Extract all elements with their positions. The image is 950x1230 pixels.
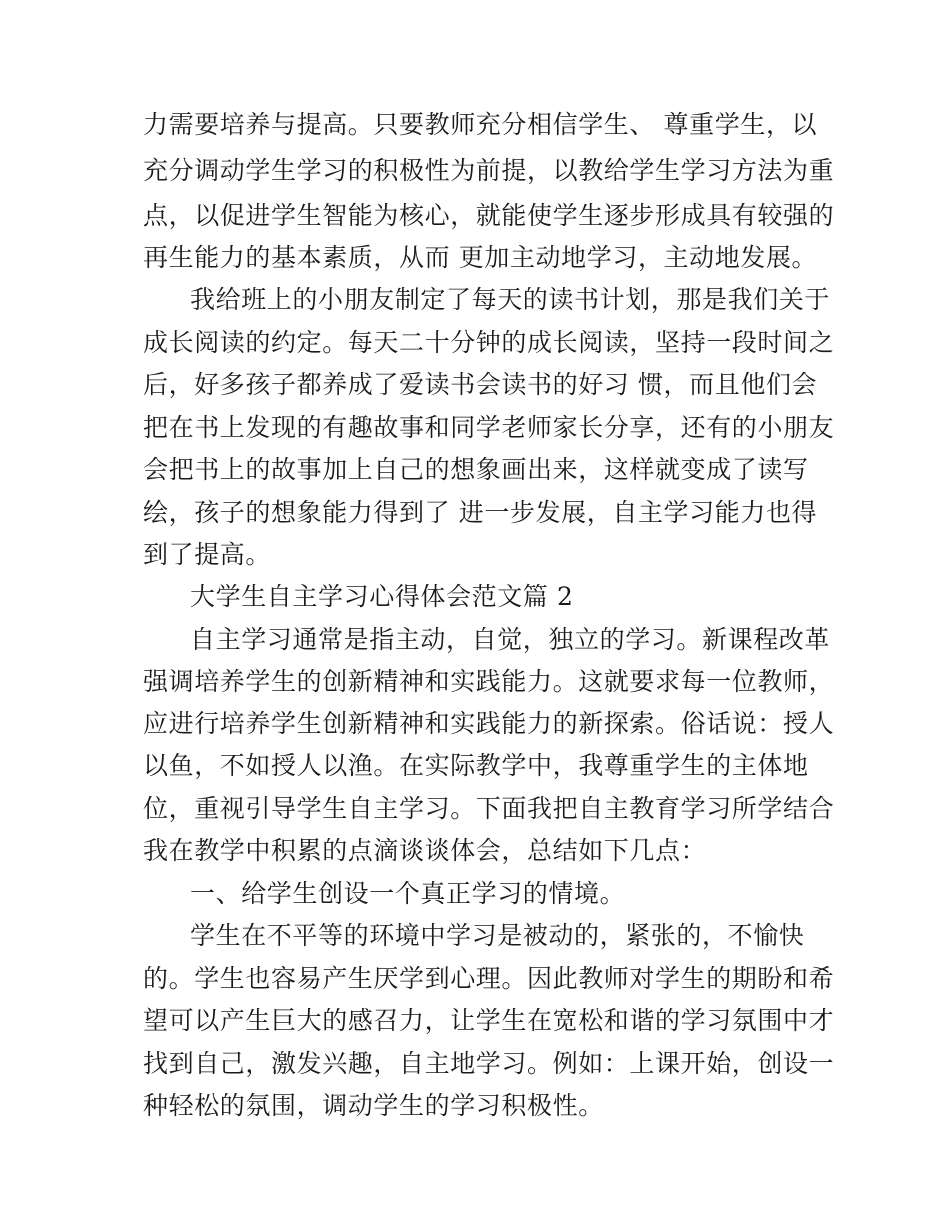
- text-line: 力需要培养与提高。只要教师充分相信学生、 尊重学生，以: [143, 110, 818, 139]
- section-heading: 大学生自主学习心得体会范文篇 2: [190, 582, 574, 611]
- text-line: 种轻松的氛围，调动学生的学习积极性。: [143, 1091, 604, 1120]
- text-line: 把在书上发现的有趣故事和同学老师家长分享，还有的小朋友: [143, 413, 835, 442]
- subheading: 一、给学生创设一个真正学习的情境。: [190, 879, 626, 908]
- text-line: 点，以促进学生智能为核心，就能使学生逐步形成具有较强的: [143, 201, 835, 230]
- text-line: 我在教学中积累的点滴谈谈体会，总结如下几点：: [143, 836, 707, 865]
- text-line: 再生能力的基本素质，从而 更加主动地学习，主动地发展。: [143, 243, 818, 272]
- text-line: 后，好多孩子都养成了爱读书会读书的好习 惯，而且他们会: [143, 370, 818, 399]
- text-line: 学生在不平等的环境中学习是被动的，紧张的，不愉快: [190, 921, 805, 950]
- text-line: 成长阅读的约定。每天二十分钟的成长阅读，坚持一段时间之: [143, 328, 835, 357]
- text-line: 到了提高。: [143, 540, 272, 569]
- text-line: 会把书上的故事加上自己的想象画出来，这样就变成了读写: [143, 455, 809, 484]
- text-line: 充分调动学生学习的积极性为前提，以教给学生学习方法为重: [143, 156, 835, 185]
- text-line: 强调培养学生的创新精神和实践能力。这就要求每一位教师，: [143, 667, 835, 696]
- text-line: 我给班上的小朋友制定了每天的读书计划，那是我们关于: [190, 285, 831, 314]
- text-line: 自主学习通常是指主动，自觉，独立的学习。新课程改革: [190, 625, 831, 654]
- text-line: 找到自己，激发兴趣，自主地学习。例如：上课开始，创设一: [143, 1049, 835, 1078]
- text-line: 以鱼，不如授人以渔。在实际教学中，我尊重学生的主体地: [143, 751, 809, 780]
- text-line: 应进行培养学生创新精神和实践能力的新探索。俗话说：授人: [143, 709, 835, 738]
- text-line: 位，重视引导学生自主学习。下面我把自主教育学习所学结合: [143, 794, 835, 823]
- text-line: 的。学生也容易产生厌学到心理。因此教师对学生的期盼和希: [143, 964, 835, 993]
- text-line: 绘，孩子的想象能力得到了 进一步发展，自主学习能力也得: [143, 498, 818, 527]
- text-line: 望可以产生巨大的感召力，让学生在宽松和谐的学习氛围中才: [143, 1006, 835, 1035]
